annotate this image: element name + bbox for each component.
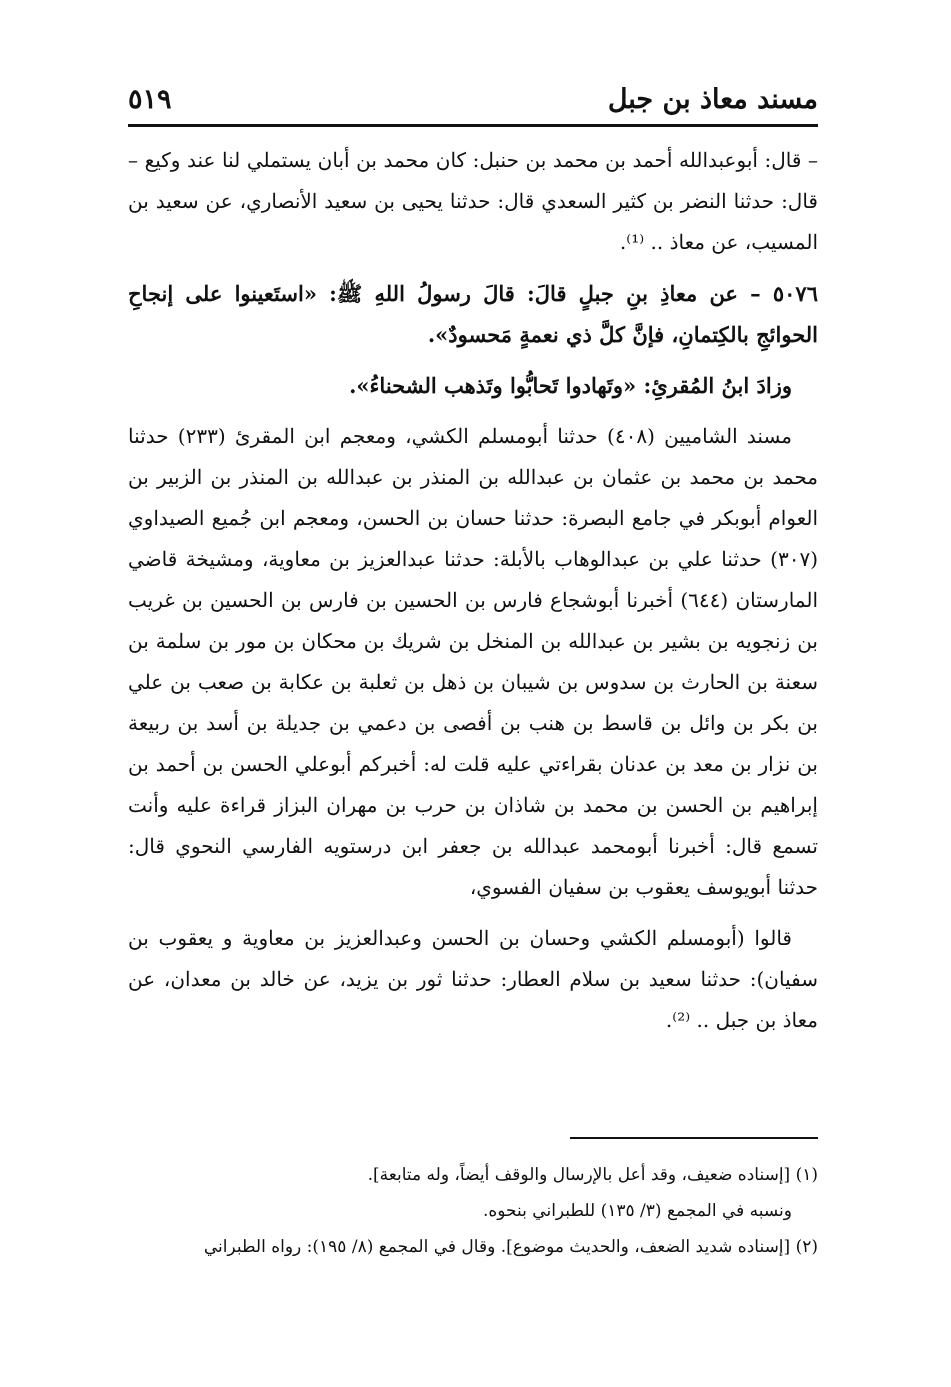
footnote-2: (٢) [إسناده شديد الضعف، والحديث موضوع]. وقال في المجمع (٨/ ١٩٥): رواه الطبراني [203,1237,818,1257]
running-title: مسند معاذ بن جبل [607,84,818,115]
paragraph-isnad-continuation: – قال: أبوعبدالله أحمد بن محمد بن حنبل: كان محمد بن أبان يستملي لنا عند وكيع – قال: حدثنا النضر بن كثير السعدي قال: حدثنا يحيى بن سعيد الأنصاري، عن سعيد بن المسيب، عن معاذ .. ⁽¹⁾. [128,148,818,254]
footnote-1: (١) [إسناده ضعيف، وقد أعل بالإرسال والوقف أيضاً، وله متابعة]. [367,1165,818,1185]
footnotes [128,1157,818,1265]
footnote-1-continuation: ونسبه في المجمع (٣/ ١٣٥) للطبراني بنحوه. [482,1201,792,1221]
hadith-addition: وزادَ ابنُ المُقرئِ: «وتَهادوا تَحابُّوا وتَذهب الشحناءُ». [349,373,792,398]
body-text [128,140,818,1051]
hadith-5076: ٥٠٧٦ – عن معاذِ بنِ جبلٍ قالَ: قالَ رسولُ اللهِ ﷺ: «استَعينوا على إنجاحِ الحوائجِ بالكِتمانِ، فإنَّ كلَّ ذي نعمةٍ مَحسودٌ». [128,281,818,347]
page-header [128,78,818,122]
page-number: ٥١٩ [128,84,172,115]
paragraph-sources: مسند الشاميين (٤٠٨) حدثنا أبومسلم الكشي، ومعجم ابن المقرئ (٢٣٣) حدثنا محمد بن محمد بن عثمان بن عبدالله بن المنذر بن عبدالله بن المنذر بن الزبير بن العوام أبوبكر في جامع البصرة: حدثنا حسان بن الحسن، ومعجم ابن جُميع الصيداوي (٣٠٧) حدثنا علي بن عبدالوهاب بالأبلة: حدثنا عبدالعزيز بن معاوية، ومشيخة قاضي المارستان (٦٤٤) أخبرنا أبوشجاع فارس بن الحسين بن فارس بن الحسين بن غريب بن زنجويه بن بشير بن عبدالله بن المنخل بن شريك بن محكان بن مور بن سلمة بن سعنة بن الحارث بن سدوس بن شيبان بن ذهل بن ثعلبة بن عكابة بن صعب بن علي بن بكر بن وائل بن قاسط بن هنب بن أفصى بن دعمي بن جديلة بن أسد بن ربيعة بن نزار بن معد بن عدنان بقراءتي عليه قلت له: أخبركم أبوعلي الحسن بن أحمد بن إبراهيم بن الحسن بن محمد بن شاذان بن حرب بن مهران البزاز قراءة عليه وأنت تسمع قال: أخبرنا أبومحمد عبدالله بن جعفر ابن درستويه الفارسي النحوي قال: حدثنا أبويوسف يعقوب بن سفيان الفسوي، [128,424,819,899]
paragraph-common-chain: قالوا (أبومسلم الكشي وحسان بن الحسن وعبدالعزيز بن معاوية و يعقوب بن سفيان): حدثنا سعيد بن سلام العطار: حدثنا ثور بن يزيد، عن خالد بن معدان، عن معاذ بن جبل .. ⁽²⁾. [128,926,818,1032]
footnote-rule [570,1137,818,1139]
header-rule [128,124,818,127]
